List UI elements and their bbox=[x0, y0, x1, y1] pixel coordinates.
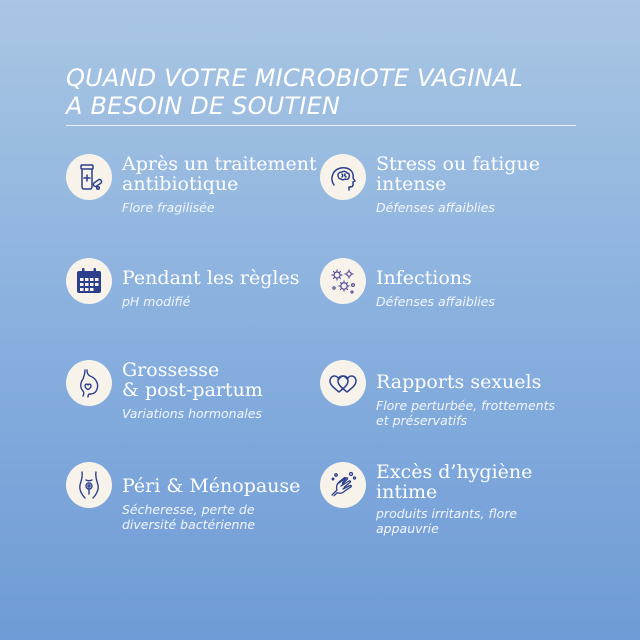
item-heading: Pendant les règles bbox=[122, 267, 300, 289]
title-line-2: A BESOIN DE SOUTIEN bbox=[66, 92, 341, 120]
item-heading: intense bbox=[376, 173, 447, 195]
item-subtitle: appauvrie bbox=[376, 521, 439, 536]
item-subtitle: et préservatifs bbox=[376, 413, 468, 428]
female-body-icon bbox=[66, 462, 112, 508]
item-heading: Infections bbox=[376, 267, 472, 289]
item-subtitle: diversité bactérienne bbox=[122, 517, 256, 532]
brain-head-icon bbox=[320, 154, 366, 200]
item-subtitle: Défenses affaiblies bbox=[376, 294, 495, 309]
germs-icon bbox=[320, 258, 366, 304]
pregnancy-icon bbox=[66, 360, 112, 406]
title-divider bbox=[66, 125, 576, 126]
item-heading: Stress ou fatigue bbox=[376, 153, 540, 175]
title-line-1: QUAND VOTRE MICROBIOTE VAGINAL bbox=[66, 64, 523, 92]
hand-washing-icon bbox=[320, 462, 366, 508]
item-heading: Péri & Ménopause bbox=[122, 475, 301, 497]
item-subtitle: Variations hormonales bbox=[122, 406, 262, 421]
item-heading: Excès d’hygiène bbox=[376, 461, 533, 483]
two-hearts-icon bbox=[320, 360, 366, 406]
item-subtitle: pH modifié bbox=[122, 294, 191, 309]
item-heading: antibiotique bbox=[122, 173, 239, 195]
item-subtitle: Sécheresse, perte de bbox=[122, 502, 255, 517]
item-subtitle: Défenses affaiblies bbox=[376, 200, 495, 215]
item-subtitle: produits irritants, flore bbox=[376, 506, 518, 521]
medication-bottle-icon bbox=[66, 154, 112, 200]
calendar-icon bbox=[66, 258, 112, 304]
item-heading: Grossesse bbox=[122, 359, 220, 381]
item-subtitle: Flore fragilisée bbox=[122, 200, 215, 215]
page-title bbox=[66, 64, 586, 120]
item-subtitle: Flore perturbée, frottements bbox=[376, 398, 555, 413]
item-heading: intime bbox=[376, 481, 438, 503]
item-heading: Après un traitement bbox=[122, 153, 317, 175]
item-heading: & post-partum bbox=[122, 379, 263, 401]
item-heading: Rapports sexuels bbox=[376, 371, 542, 393]
